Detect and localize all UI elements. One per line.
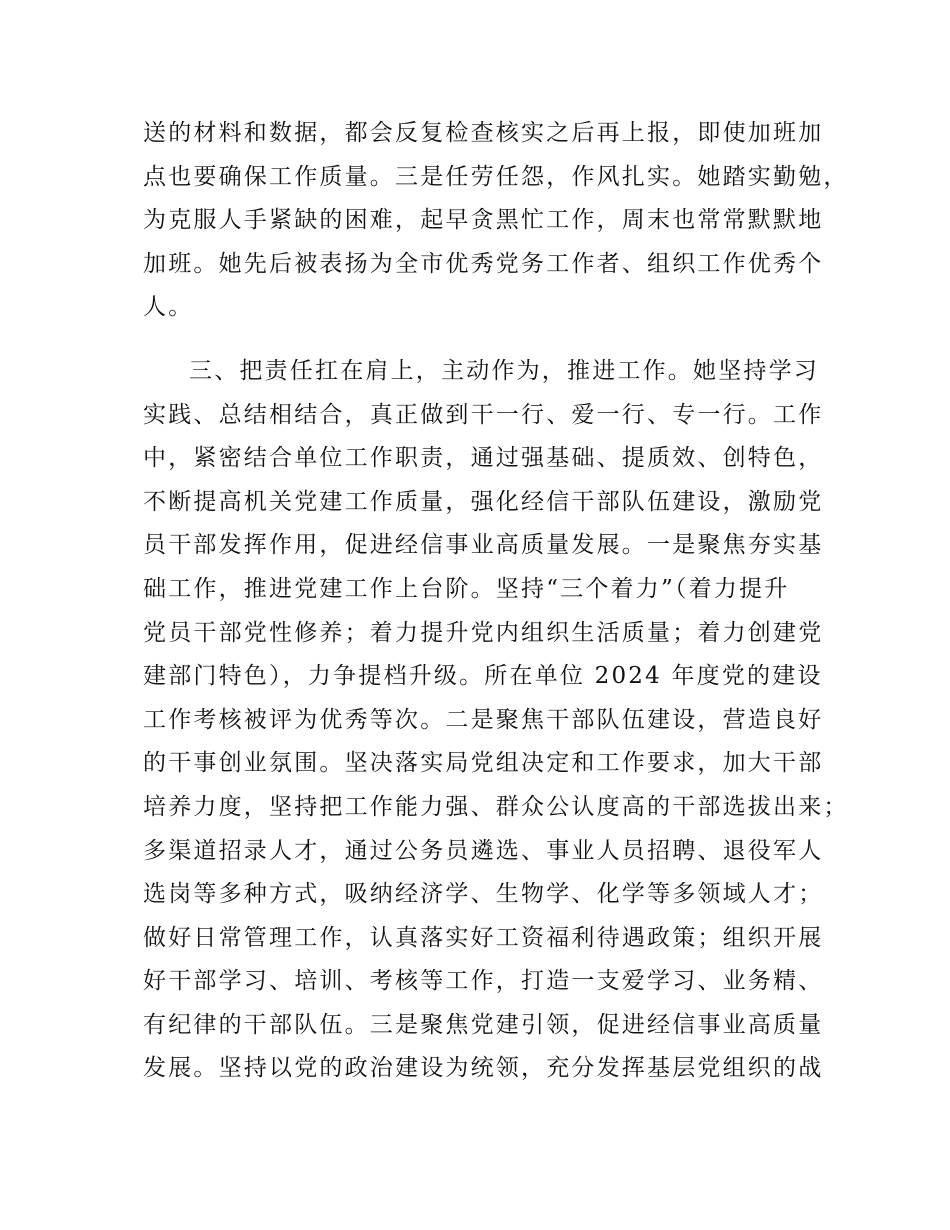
text-line: 发展。坚持以党的政治建设为统领，充分发挥基层党组织的战 bbox=[143, 1055, 824, 1082]
text-line: 点也要确保工作质量。三是任劳任怨，作风扎实。她踏实勤勉， bbox=[143, 163, 849, 190]
text-line: 建部门特色），力争提档升级。所在单位 2024 年度党的建设 bbox=[143, 663, 823, 690]
text-line: 中，紧密结合单位工作职责，通过强基础、提质效、创特色， bbox=[143, 445, 824, 472]
text-line: 做好日常管理工作，认真落实好工资福利待遇政策；组织开展 bbox=[143, 924, 824, 951]
text-line: 加班。她先后被表扬为全市优秀党务工作者、组织工作优秀个 bbox=[143, 250, 824, 277]
text-line: 选岗等多种方式，吸纳经济学、生物学、化学等多领域人才； bbox=[143, 881, 824, 908]
text-line: 好干部学习、培训、考核等工作，打造一支爱学习、业务精、 bbox=[143, 968, 824, 995]
text-line: 的干事创业氛围。坚决落实局党组决定和工作要求，加大干部 bbox=[143, 750, 824, 777]
text-line: 工作考核被评为优秀等次。二是聚焦干部队伍建设，营造良好 bbox=[143, 706, 824, 733]
text-line: 实践、总结相结合，真正做到干一行、爱一行、专一行。工作 bbox=[143, 401, 824, 428]
paragraph-1 bbox=[143, 112, 849, 330]
text-line: 员干部发挥作用，促进经信事业高质量发展。一是聚焦夯实基 bbox=[143, 532, 824, 559]
text-line: 础工作，推进党建工作上台阶。坚持“三个着力”（着力提升 bbox=[143, 575, 790, 602]
text-line: 多渠道招录人才，通过公务员遴选、事业人员招聘、退役军人 bbox=[143, 837, 824, 864]
text-line: 党员干部党性修养；着力提升党内组织生活质量；着力创建党 bbox=[143, 619, 824, 646]
paragraph-2 bbox=[143, 350, 849, 1091]
paragraph-spacer bbox=[143, 330, 823, 350]
text-line: 有纪律的干部队伍。三是聚焦党建引领，促进经信事业高质量 bbox=[143, 1011, 824, 1038]
text-line: 培养力度，坚持把工作能力强、群众公认度高的干部选拔出来； bbox=[143, 793, 849, 820]
text-line: 送的材料和数据，都会反复检查核实之后再上报，即使加班加 bbox=[143, 120, 824, 146]
text-line-indented: 三、把责任扛在肩上，主动作为，推进工作。她坚持学习 bbox=[189, 357, 819, 384]
text-line: 为克服人手紧缺的困难，起早贪黑忙工作，周末也常常默默地 bbox=[143, 207, 824, 234]
document-body bbox=[143, 112, 849, 1091]
text-line: 不断提高机关党建工作质量，强化经信干部队伍建设，激励党 bbox=[143, 488, 824, 515]
text-line: 人。 bbox=[143, 294, 194, 321]
